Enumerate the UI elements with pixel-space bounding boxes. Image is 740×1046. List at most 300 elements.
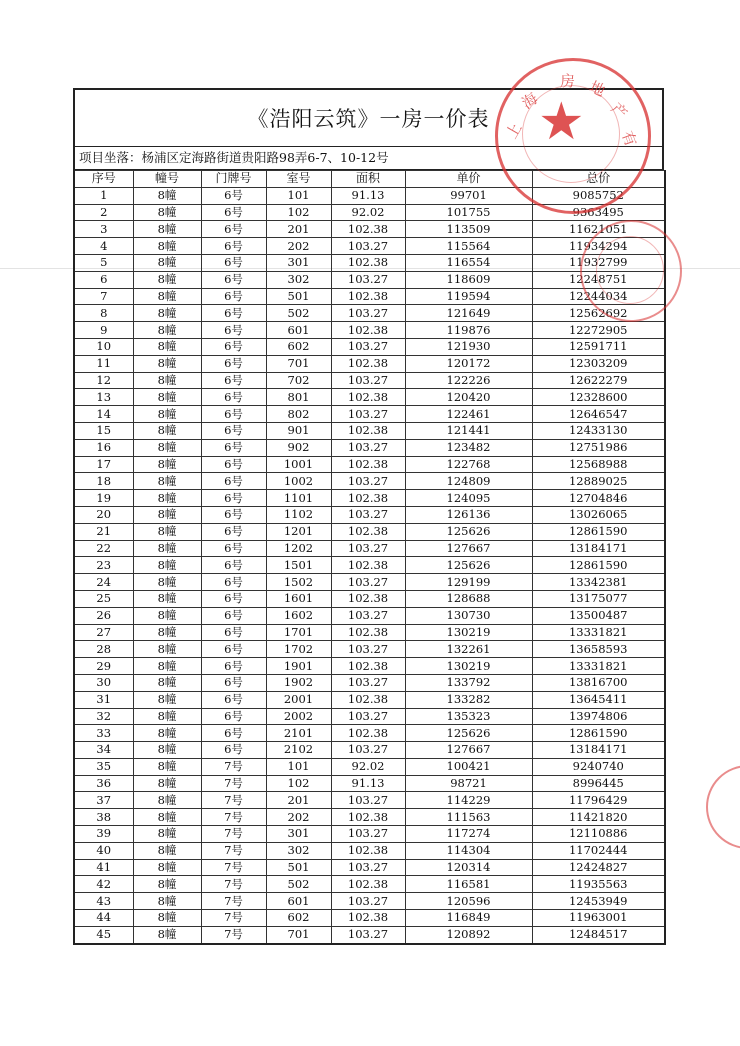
cell-index: 22 — [74, 540, 133, 557]
cell-door-number: 6号 — [201, 590, 266, 607]
cell-unit-price: 120420 — [405, 389, 532, 406]
table-row — [74, 624, 665, 641]
cell-total-price: 12568988 — [532, 456, 665, 473]
cell-unit-price: 119876 — [405, 322, 532, 339]
cell-index: 26 — [74, 607, 133, 624]
cell-building: 8幢 — [133, 322, 201, 339]
cell-area: 102.38 — [331, 355, 405, 372]
cell-index: 45 — [74, 926, 133, 943]
cell-door-number: 6号 — [201, 691, 266, 708]
cell-unit-price: 129199 — [405, 574, 532, 591]
header-unit-price: 单价 — [405, 171, 532, 188]
table-row — [74, 338, 665, 355]
cell-building: 8幢 — [133, 204, 201, 221]
cell-door-number: 6号 — [201, 187, 266, 204]
cell-room: 1501 — [266, 557, 331, 574]
cell-door-number: 6号 — [201, 725, 266, 742]
cell-total-price: 8996445 — [532, 775, 665, 792]
cell-total-price: 12328600 — [532, 389, 665, 406]
table-row — [74, 473, 665, 490]
cell-total-price: 11963001 — [532, 910, 665, 927]
cell-building: 8幢 — [133, 187, 201, 204]
cell-unit-price: 120172 — [405, 355, 532, 372]
cell-room: 1102 — [266, 506, 331, 523]
cell-index: 11 — [74, 355, 133, 372]
cell-building: 8幢 — [133, 792, 201, 809]
cell-building: 8幢 — [133, 271, 201, 288]
cell-area: 102.38 — [331, 557, 405, 574]
table-row — [74, 406, 665, 423]
cell-unit-price: 114304 — [405, 842, 532, 859]
cell-building: 8幢 — [133, 506, 201, 523]
table-row — [74, 691, 665, 708]
table-row — [74, 775, 665, 792]
cell-index: 29 — [74, 658, 133, 675]
cell-door-number: 6号 — [201, 221, 266, 238]
cell-building: 8幢 — [133, 406, 201, 423]
cell-room: 202 — [266, 809, 331, 826]
seal-text-top: 房 — [560, 72, 576, 90]
cell-area: 102.38 — [331, 288, 405, 305]
cell-room: 1701 — [266, 624, 331, 641]
cell-index: 30 — [74, 674, 133, 691]
cell-unit-price: 98721 — [405, 775, 532, 792]
table-row — [74, 389, 665, 406]
cell-building: 8幢 — [133, 574, 201, 591]
star-icon: ★ — [538, 92, 585, 152]
cell-building: 8幢 — [133, 758, 201, 775]
cell-area: 103.27 — [331, 792, 405, 809]
table-row — [74, 490, 665, 507]
cell-room: 302 — [266, 842, 331, 859]
cell-total-price: 13974806 — [532, 708, 665, 725]
cell-area: 102.38 — [331, 590, 405, 607]
cell-room: 102 — [266, 204, 331, 221]
cell-unit-price: 125626 — [405, 557, 532, 574]
cell-room: 1101 — [266, 490, 331, 507]
table-row — [74, 540, 665, 557]
table-row — [74, 893, 665, 910]
cell-index: 7 — [74, 288, 133, 305]
cell-room: 502 — [266, 305, 331, 322]
cell-building: 8幢 — [133, 725, 201, 742]
cell-door-number: 6号 — [201, 506, 266, 523]
cell-door-number: 6号 — [201, 540, 266, 557]
cell-door-number: 6号 — [201, 305, 266, 322]
cell-unit-price: 127667 — [405, 540, 532, 557]
cell-total-price: 12751986 — [532, 439, 665, 456]
cell-room: 1702 — [266, 641, 331, 658]
cell-room: 701 — [266, 926, 331, 943]
cell-room: 801 — [266, 389, 331, 406]
cell-door-number: 6号 — [201, 574, 266, 591]
cell-index: 12 — [74, 372, 133, 389]
cell-unit-price: 113509 — [405, 221, 532, 238]
cell-total-price: 11702444 — [532, 842, 665, 859]
cell-unit-price: 117274 — [405, 826, 532, 843]
cell-building: 8幢 — [133, 893, 201, 910]
cell-building: 8幢 — [133, 372, 201, 389]
cell-total-price: 11621051 — [532, 221, 665, 238]
cell-door-number: 6号 — [201, 254, 266, 271]
cell-index: 2 — [74, 204, 133, 221]
cell-index: 41 — [74, 859, 133, 876]
cell-index: 5 — [74, 254, 133, 271]
cell-room: 1201 — [266, 523, 331, 540]
cell-unit-price: 116554 — [405, 254, 532, 271]
cell-door-number: 6号 — [201, 271, 266, 288]
cell-unit-price: 126136 — [405, 506, 532, 523]
cell-index: 44 — [74, 910, 133, 927]
cell-index: 16 — [74, 439, 133, 456]
table-row — [74, 859, 665, 876]
cell-area: 103.27 — [331, 305, 405, 322]
cell-building: 8幢 — [133, 926, 201, 943]
cell-building: 8幢 — [133, 826, 201, 843]
cell-index: 14 — [74, 406, 133, 423]
cell-room: 602 — [266, 910, 331, 927]
cell-area: 103.27 — [331, 338, 405, 355]
table-row — [74, 708, 665, 725]
cell-total-price: 12244034 — [532, 288, 665, 305]
cell-area: 102.38 — [331, 624, 405, 641]
cell-building: 8幢 — [133, 254, 201, 271]
cell-total-price: 12248751 — [532, 271, 665, 288]
cell-unit-price: 101755 — [405, 204, 532, 221]
cell-building: 8幢 — [133, 490, 201, 507]
cell-area: 103.27 — [331, 406, 405, 423]
cell-total-price: 13645411 — [532, 691, 665, 708]
seal-text-right: 产 — [607, 99, 631, 123]
cell-unit-price: 127667 — [405, 742, 532, 759]
cell-door-number: 6号 — [201, 641, 266, 658]
cell-area: 103.27 — [331, 473, 405, 490]
cell-room: 202 — [266, 238, 331, 255]
cell-area: 92.02 — [331, 204, 405, 221]
cell-total-price: 9085752 — [532, 187, 665, 204]
cell-room: 2102 — [266, 742, 331, 759]
cell-index: 15 — [74, 422, 133, 439]
cell-area: 103.27 — [331, 826, 405, 843]
cell-door-number: 6号 — [201, 456, 266, 473]
cell-index: 40 — [74, 842, 133, 859]
cell-room: 301 — [266, 826, 331, 843]
cell-index: 18 — [74, 473, 133, 490]
cell-area: 102.38 — [331, 322, 405, 339]
cell-unit-price: 130219 — [405, 658, 532, 675]
table-row — [74, 826, 665, 843]
cell-area: 103.27 — [331, 893, 405, 910]
cell-area: 102.38 — [331, 490, 405, 507]
cell-door-number: 7号 — [201, 792, 266, 809]
cell-index: 31 — [74, 691, 133, 708]
cell-total-price: 12303209 — [532, 355, 665, 372]
cell-door-number: 6号 — [201, 473, 266, 490]
table-row — [74, 557, 665, 574]
cell-building: 8幢 — [133, 355, 201, 372]
cell-area: 102.38 — [331, 221, 405, 238]
cell-building: 8幢 — [133, 742, 201, 759]
cell-building: 8幢 — [133, 305, 201, 322]
cell-building: 8幢 — [133, 557, 201, 574]
cell-index: 38 — [74, 809, 133, 826]
cell-door-number: 6号 — [201, 406, 266, 423]
header-building: 幢号 — [133, 171, 201, 188]
cell-room: 301 — [266, 254, 331, 271]
cell-building: 8幢 — [133, 523, 201, 540]
cell-door-number: 6号 — [201, 624, 266, 641]
cell-unit-price: 118609 — [405, 271, 532, 288]
cell-room: 2001 — [266, 691, 331, 708]
header-room: 室号 — [266, 171, 331, 188]
cell-total-price: 11935563 — [532, 876, 665, 893]
cell-total-price: 12889025 — [532, 473, 665, 490]
cell-total-price: 13184171 — [532, 742, 665, 759]
cell-total-price: 13658593 — [532, 641, 665, 658]
cell-total-price: 11796429 — [532, 792, 665, 809]
cell-area: 102.38 — [331, 422, 405, 439]
cell-room: 802 — [266, 406, 331, 423]
cell-area: 103.27 — [331, 372, 405, 389]
cell-building: 8幢 — [133, 674, 201, 691]
edge-seal — [706, 765, 740, 849]
cell-door-number: 6号 — [201, 742, 266, 759]
cell-area: 103.27 — [331, 674, 405, 691]
header-door-number: 门牌号 — [201, 171, 266, 188]
cell-total-price: 11932799 — [532, 254, 665, 271]
cell-door-number: 6号 — [201, 523, 266, 540]
cell-total-price: 12591711 — [532, 338, 665, 355]
cell-index: 36 — [74, 775, 133, 792]
table-row — [74, 926, 665, 943]
cell-building: 8幢 — [133, 422, 201, 439]
cell-unit-price: 114229 — [405, 792, 532, 809]
cell-door-number: 6号 — [201, 439, 266, 456]
cell-total-price: 13175077 — [532, 590, 665, 607]
cell-building: 8幢 — [133, 221, 201, 238]
cell-area: 102.38 — [331, 809, 405, 826]
cell-room: 1001 — [266, 456, 331, 473]
cell-unit-price: 111563 — [405, 809, 532, 826]
table-row — [74, 842, 665, 859]
table-row — [74, 288, 665, 305]
cell-door-number: 7号 — [201, 876, 266, 893]
cell-door-number: 6号 — [201, 422, 266, 439]
cell-area: 103.27 — [331, 439, 405, 456]
cell-total-price: 12453949 — [532, 893, 665, 910]
table-row — [74, 758, 665, 775]
cell-unit-price: 121649 — [405, 305, 532, 322]
cell-unit-price: 119594 — [405, 288, 532, 305]
cell-area: 102.38 — [331, 910, 405, 927]
cell-unit-price: 124095 — [405, 490, 532, 507]
cell-total-price: 11934294 — [532, 238, 665, 255]
cell-area: 103.27 — [331, 574, 405, 591]
cell-total-price: 12861590 — [532, 557, 665, 574]
cell-area: 103.27 — [331, 238, 405, 255]
cell-total-price: 12861590 — [532, 523, 665, 540]
table-row — [74, 238, 665, 255]
table-row — [74, 574, 665, 591]
cell-index: 28 — [74, 641, 133, 658]
cell-unit-price: 122226 — [405, 372, 532, 389]
table-row — [74, 305, 665, 322]
cell-room: 1601 — [266, 590, 331, 607]
cell-door-number: 6号 — [201, 372, 266, 389]
header-index: 序号 — [74, 171, 133, 188]
cell-area: 103.27 — [331, 506, 405, 523]
cell-total-price: 12484517 — [532, 926, 665, 943]
cell-room: 2101 — [266, 725, 331, 742]
cell-door-number: 7号 — [201, 809, 266, 826]
cell-building: 8幢 — [133, 540, 201, 557]
cell-index: 4 — [74, 238, 133, 255]
cell-room: 302 — [266, 271, 331, 288]
cell-door-number: 6号 — [201, 355, 266, 372]
seal-text-top-right: 地 — [586, 77, 608, 101]
cell-building: 8幢 — [133, 238, 201, 255]
table-row — [74, 641, 665, 658]
cell-room: 1202 — [266, 540, 331, 557]
cell-unit-price: 124809 — [405, 473, 532, 490]
cell-index: 39 — [74, 826, 133, 843]
table-row — [74, 355, 665, 372]
cell-room: 901 — [266, 422, 331, 439]
seal-text-right-low: 有 — [618, 128, 641, 149]
cell-room: 1902 — [266, 674, 331, 691]
cell-total-price: 13184171 — [532, 540, 665, 557]
cell-index: 34 — [74, 742, 133, 759]
cell-area: 91.13 — [331, 775, 405, 792]
cell-area: 103.27 — [331, 607, 405, 624]
cell-building: 8幢 — [133, 288, 201, 305]
cell-index: 35 — [74, 758, 133, 775]
cell-room: 701 — [266, 355, 331, 372]
cell-building: 8幢 — [133, 624, 201, 641]
cell-area: 103.27 — [331, 859, 405, 876]
cell-building: 8幢 — [133, 691, 201, 708]
cell-room: 601 — [266, 322, 331, 339]
cell-room: 101 — [266, 187, 331, 204]
cell-index: 1 — [74, 187, 133, 204]
cell-door-number: 6号 — [201, 658, 266, 675]
cell-unit-price: 100421 — [405, 758, 532, 775]
cell-building: 8幢 — [133, 658, 201, 675]
table-row — [74, 439, 665, 456]
cell-unit-price: 121441 — [405, 422, 532, 439]
cell-room: 1502 — [266, 574, 331, 591]
cell-door-number: 6号 — [201, 708, 266, 725]
cell-room: 602 — [266, 338, 331, 355]
cell-area: 103.27 — [331, 271, 405, 288]
price-table — [73, 170, 666, 945]
cell-room: 201 — [266, 221, 331, 238]
table-row — [74, 221, 665, 238]
cell-area: 103.27 — [331, 742, 405, 759]
cell-total-price: 13331821 — [532, 624, 665, 641]
cell-index: 42 — [74, 876, 133, 893]
cell-index: 43 — [74, 893, 133, 910]
cell-index: 27 — [74, 624, 133, 641]
cell-building: 8幢 — [133, 809, 201, 826]
cell-total-price: 13816700 — [532, 674, 665, 691]
cell-door-number: 6号 — [201, 204, 266, 221]
table-row — [74, 254, 665, 271]
cell-area: 103.27 — [331, 641, 405, 658]
table-row — [74, 674, 665, 691]
cell-building: 8幢 — [133, 910, 201, 927]
cell-area: 103.27 — [331, 540, 405, 557]
cell-index: 21 — [74, 523, 133, 540]
cell-total-price: 11421820 — [532, 809, 665, 826]
cell-area: 103.27 — [331, 708, 405, 725]
cell-building: 8幢 — [133, 338, 201, 355]
cell-area: 102.38 — [331, 456, 405, 473]
project-location: 项目坐落：杨浦区定海路街道贵阳路98弄6-7、10-12号 — [73, 147, 664, 170]
cell-unit-price: 122768 — [405, 456, 532, 473]
cell-unit-price: 133282 — [405, 691, 532, 708]
cell-room: 902 — [266, 439, 331, 456]
cell-unit-price: 120314 — [405, 859, 532, 876]
cell-room: 601 — [266, 893, 331, 910]
cell-area: 102.38 — [331, 389, 405, 406]
table-row — [74, 742, 665, 759]
cell-index: 10 — [74, 338, 133, 355]
cell-door-number: 6号 — [201, 607, 266, 624]
cell-area: 102.38 — [331, 254, 405, 271]
cell-index: 3 — [74, 221, 133, 238]
cell-unit-price: 125626 — [405, 523, 532, 540]
cell-total-price: 13500487 — [532, 607, 665, 624]
table-row — [74, 590, 665, 607]
table-body — [74, 187, 665, 943]
cell-unit-price: 133792 — [405, 674, 532, 691]
cell-building: 8幢 — [133, 641, 201, 658]
cell-building: 8幢 — [133, 439, 201, 456]
cell-total-price: 9240740 — [532, 758, 665, 775]
cell-building: 8幢 — [133, 456, 201, 473]
cell-unit-price: 122461 — [405, 406, 532, 423]
cell-building: 8幢 — [133, 389, 201, 406]
cell-building: 8幢 — [133, 876, 201, 893]
cell-room: 501 — [266, 288, 331, 305]
cell-door-number: 7号 — [201, 859, 266, 876]
cell-index: 20 — [74, 506, 133, 523]
table-row — [74, 725, 665, 742]
cell-unit-price: 115564 — [405, 238, 532, 255]
cell-room: 501 — [266, 859, 331, 876]
cell-room: 1602 — [266, 607, 331, 624]
table-row — [74, 792, 665, 809]
cell-door-number: 6号 — [201, 490, 266, 507]
cell-area: 102.38 — [331, 842, 405, 859]
cell-index: 9 — [74, 322, 133, 339]
cell-area: 92.02 — [331, 758, 405, 775]
cell-door-number: 7号 — [201, 758, 266, 775]
cell-total-price: 12562692 — [532, 305, 665, 322]
header-area: 面积 — [331, 171, 405, 188]
cell-room: 702 — [266, 372, 331, 389]
cell-room: 502 — [266, 876, 331, 893]
cell-index: 23 — [74, 557, 133, 574]
cell-total-price: 13331821 — [532, 658, 665, 675]
cell-door-number: 6号 — [201, 322, 266, 339]
cell-room: 1002 — [266, 473, 331, 490]
cell-unit-price: 130219 — [405, 624, 532, 641]
cell-building: 8幢 — [133, 859, 201, 876]
cell-building: 8幢 — [133, 473, 201, 490]
cell-area: 102.38 — [331, 725, 405, 742]
